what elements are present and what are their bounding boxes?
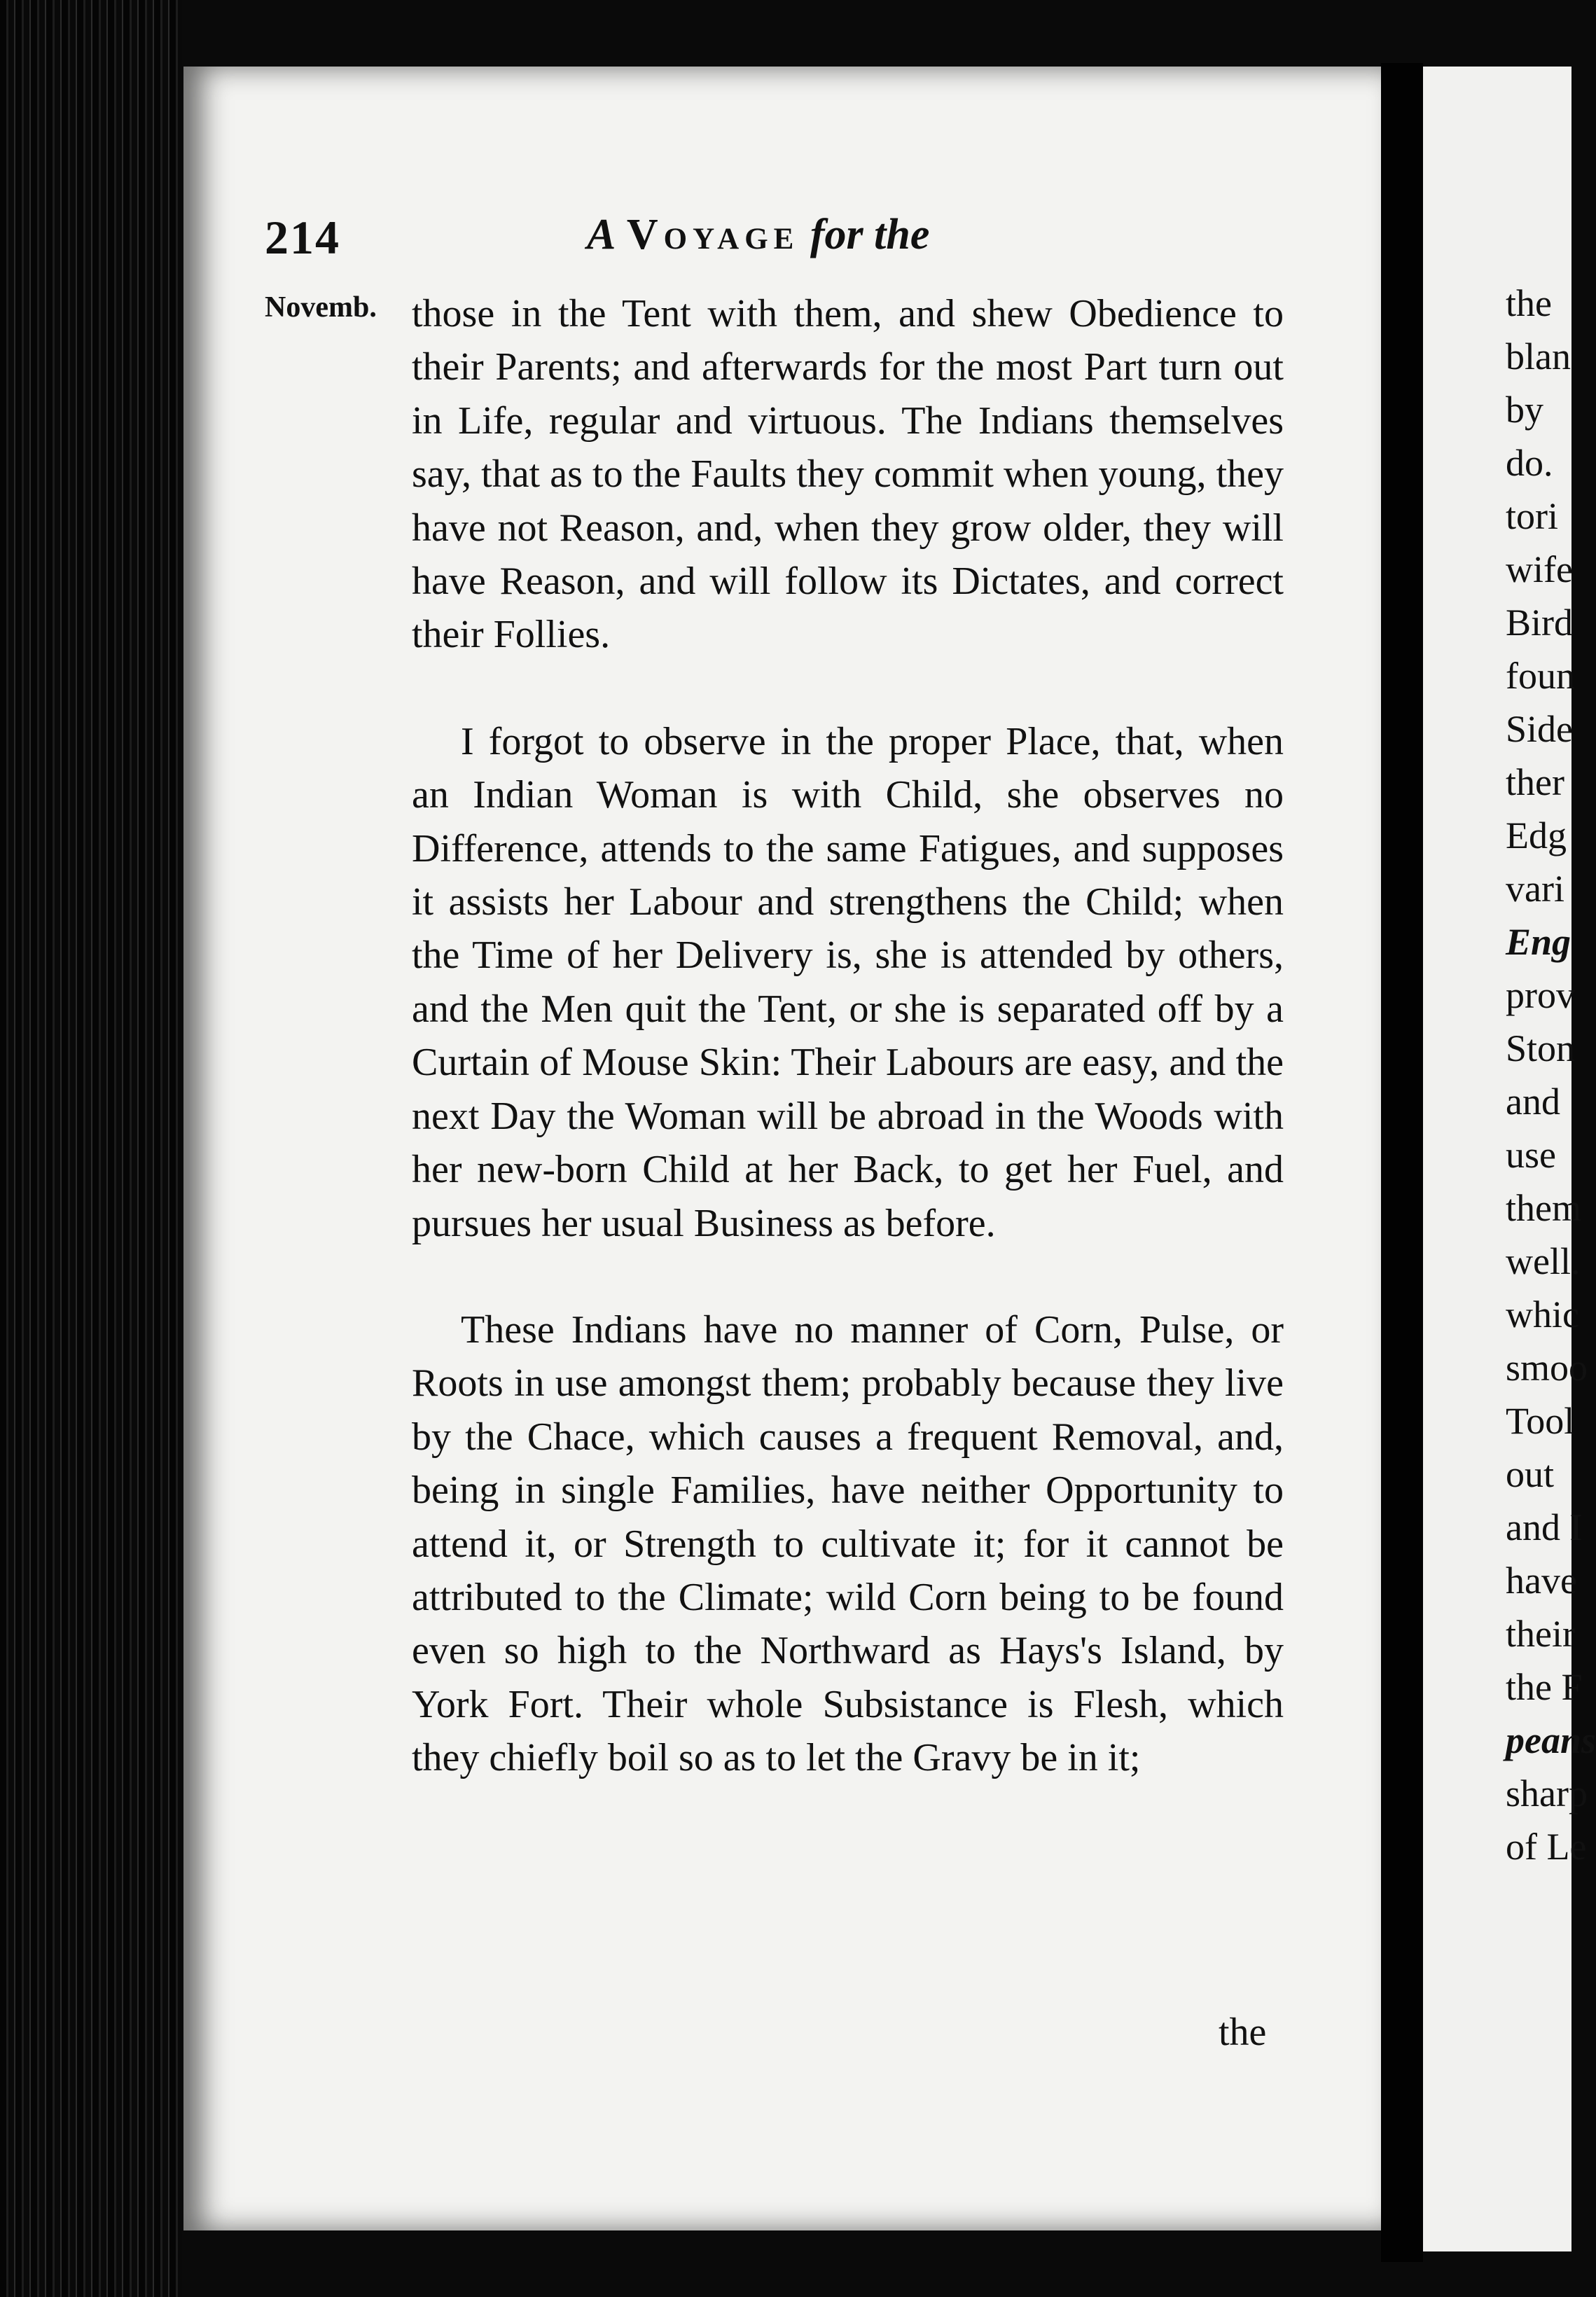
facing-line: vari xyxy=(1506,868,1564,910)
facing-line: Tool xyxy=(1506,1400,1575,1442)
facing-line: out xyxy=(1506,1453,1555,1495)
facing-line: peans xyxy=(1506,1719,1596,1761)
facing-line: sharp xyxy=(1506,1772,1588,1814)
running-title-italic: for the xyxy=(810,211,930,258)
facing-line: have xyxy=(1506,1560,1577,1602)
running-title-smallcaps: Voyage xyxy=(626,211,800,258)
running-head xyxy=(265,210,1287,273)
facing-line: do. xyxy=(1506,442,1553,484)
facing-line: Side xyxy=(1506,708,1574,750)
facing-line: tori xyxy=(1506,495,1558,537)
facing-line: use xyxy=(1506,1134,1556,1176)
facing-line: and xyxy=(1506,1081,1560,1123)
paragraph-3: These Indians have no manner of Corn, Pulse, or Roots in use amongst them; probably because they live by the Chace, which causes a frequent Removal, and, being in single Families, have neither Opportunity to attend it, or Strength to cultivate it; for it cannot be attributed to the Climate; wild Corn being to be found even so high to the Northward as Hays's Island, by York Fort. Their whole Subsistance is Flesh, which they chiefly boil so as to let the Gravy be in it; xyxy=(412,1307,1284,1780)
facing-line: smoo xyxy=(1506,1347,1588,1389)
body-text xyxy=(412,287,1284,1785)
gutter xyxy=(1381,63,1423,2262)
paragraph-1: those in the Tent with them, and shew Obedience to their Parents; and afterwards for the most Part turn out in Life, regular and virtuous. The Indians themselves say, that as to the Faults they commit when young, they have not Reason, and, when they grow older, they will have Reason, and will follow its Dictates, and correct their Follies. xyxy=(412,292,1284,657)
facing-line: Edg xyxy=(1506,814,1567,856)
facing-line: well. xyxy=(1506,1240,1581,1282)
facing-line: Bird xyxy=(1506,602,1574,644)
facing-line: prov xyxy=(1506,974,1575,1016)
page-number: 214 xyxy=(265,211,340,264)
facing-line: the xyxy=(1506,282,1552,324)
catchword: the xyxy=(1219,2011,1267,2054)
margin-note: Novemb. xyxy=(265,291,377,324)
facing-line: Ston xyxy=(1506,1027,1576,1069)
facing-line: their xyxy=(1506,1613,1575,1655)
facing-line: and I xyxy=(1506,1506,1583,1548)
facing-line: foun xyxy=(1506,655,1575,697)
facing-line: blan xyxy=(1506,335,1571,377)
facing-line: of Le xyxy=(1506,1826,1587,1868)
facing-line: the F xyxy=(1506,1666,1583,1708)
facing-line: by xyxy=(1506,389,1543,431)
facing-line: Eng xyxy=(1506,921,1571,963)
facing-page xyxy=(1423,67,1596,2251)
facing-line: them xyxy=(1506,1187,1581,1229)
running-title xyxy=(587,210,929,260)
book-edge xyxy=(0,0,182,2297)
running-title-lead: A xyxy=(587,211,616,258)
facing-line: ther xyxy=(1506,761,1564,803)
facing-page-lines xyxy=(1506,277,1596,1873)
facing-line: wife xyxy=(1506,548,1573,590)
facing-line: whic xyxy=(1506,1293,1579,1335)
paragraph-2: I forgot to observe in the proper Place, that, when an Indian Woman is with Child, she observes no Difference, attends to the same Fatigues, and supposes it assists her Labour and strengthens the Child; when the Time of her Delivery is, she is attended by others, and the Men quit the Tent, or she is separated off by a Curtain of Mouse Skin: Their Labours are easy, and the next Day the Woman will be abroad in the Woods with her new-born Child at her Back, to get her Fuel, and pursues her usual Business as before. xyxy=(412,719,1284,1245)
